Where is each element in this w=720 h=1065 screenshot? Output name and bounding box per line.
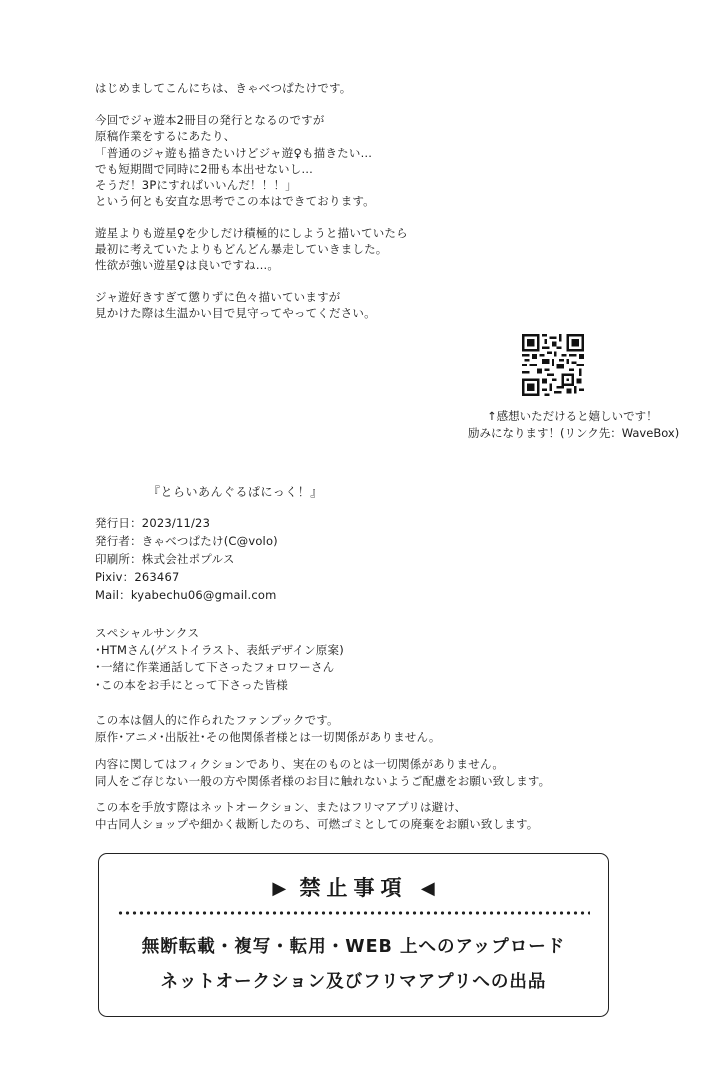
intro-line: でも短期間で同時に2冊も本出せないし… bbox=[95, 162, 314, 176]
note-line: 中古同人ショップや細かく裁断したのち、可燃ゴミとしての廃棄をお願い致します。 bbox=[95, 817, 539, 831]
intro-line: ジャ遊好きすぎて懲りずに色々描いていますが bbox=[95, 290, 341, 304]
note-line: この本を手放す際はネットオークション、またはフリマアプリは避け、 bbox=[95, 800, 467, 814]
prohibited-line: ネットオークション及びフリマアプリへの出品 bbox=[160, 972, 547, 992]
thanks-heading: スペシャルサンクス bbox=[95, 626, 200, 640]
colophon-email[interactable]: Mail：kyabechu06@gmail.com bbox=[95, 588, 277, 602]
thanks-line: ･HTMさん(ゲストイラスト、表紙デザイン原案) bbox=[95, 643, 344, 657]
intro-line: 見かけた際は生温かい目で見守ってやってください。 bbox=[95, 306, 376, 320]
colophon-line: 発行者：きゃべつぱたけ(C@volo) bbox=[95, 534, 278, 548]
colophon-line: Pixiv：263467 bbox=[95, 570, 180, 584]
intro-line: はじめましてこんにちは、きゃべつぱたけです。 bbox=[95, 81, 352, 95]
prohibited-box bbox=[98, 853, 609, 1017]
book-title: 『とらいあんぐるぱにっく！』 bbox=[148, 485, 323, 499]
qr-caption: 励みになります！(リンク先：WaveBox) bbox=[468, 426, 680, 440]
intro-line: 性欲が強い遊星♀は良いですね…。 bbox=[95, 258, 280, 272]
colophon-line: 発行日：2023/11/23 bbox=[95, 516, 211, 530]
intro-line: 遊星よりも遊星♀を少しだけ積極的にしようと描いていたら bbox=[95, 226, 408, 240]
note-line: 原作･アニメ･出版社･その他関係者様とは一切関係がありません。 bbox=[95, 730, 441, 744]
triangle-right-icon: ▶ bbox=[272, 878, 287, 899]
colophon-line: 印刷所：株式会社ポプルス bbox=[95, 552, 235, 566]
triangle-left-icon: ◀ bbox=[420, 878, 435, 899]
dotted-divider bbox=[117, 911, 590, 915]
prohibited-heading bbox=[99, 872, 608, 902]
intro-line: 「普通のジャ遊も描きたいけどジャ遊♀も描きたい… bbox=[95, 146, 373, 160]
thanks-line: ･一緒に作業通話して下さったフォロワーさん bbox=[95, 660, 335, 674]
note-line: 同人をご存じない一般の方や関係者様のお目に触れないようご配慮をお願い致します。 bbox=[95, 774, 551, 788]
note-line: 内容に関してはフィクションであり、実在のものとは一切関係がありません。 bbox=[95, 757, 505, 771]
qr-code-icon[interactable] bbox=[522, 334, 584, 396]
thanks-line: ･この本をお手にとって下さった皆様 bbox=[95, 678, 288, 692]
intro-line: 最初に考えていたよりもどんどん暴走していきました。 bbox=[95, 242, 388, 256]
note-line: この本は個人的に作られたファンブックです。 bbox=[95, 713, 339, 727]
prohibited-line: 無断転載・複写・転用・WEB 上へのアップロード bbox=[141, 937, 566, 957]
intro-line: という何とも安直な思考でこの本はできております。 bbox=[95, 194, 375, 208]
prohibited-title: 禁止事項 bbox=[299, 876, 408, 900]
qr-caption: ↑感想いただけると嬉しいです！ bbox=[487, 409, 658, 423]
intro-line: そうだ！3Pにすればいいんだ！！！」 bbox=[95, 178, 297, 192]
intro-line: 今回でジャ遊本2冊目の発行となるのですが bbox=[95, 113, 325, 127]
intro-line: 原稿作業をするにあたり、 bbox=[95, 129, 236, 143]
